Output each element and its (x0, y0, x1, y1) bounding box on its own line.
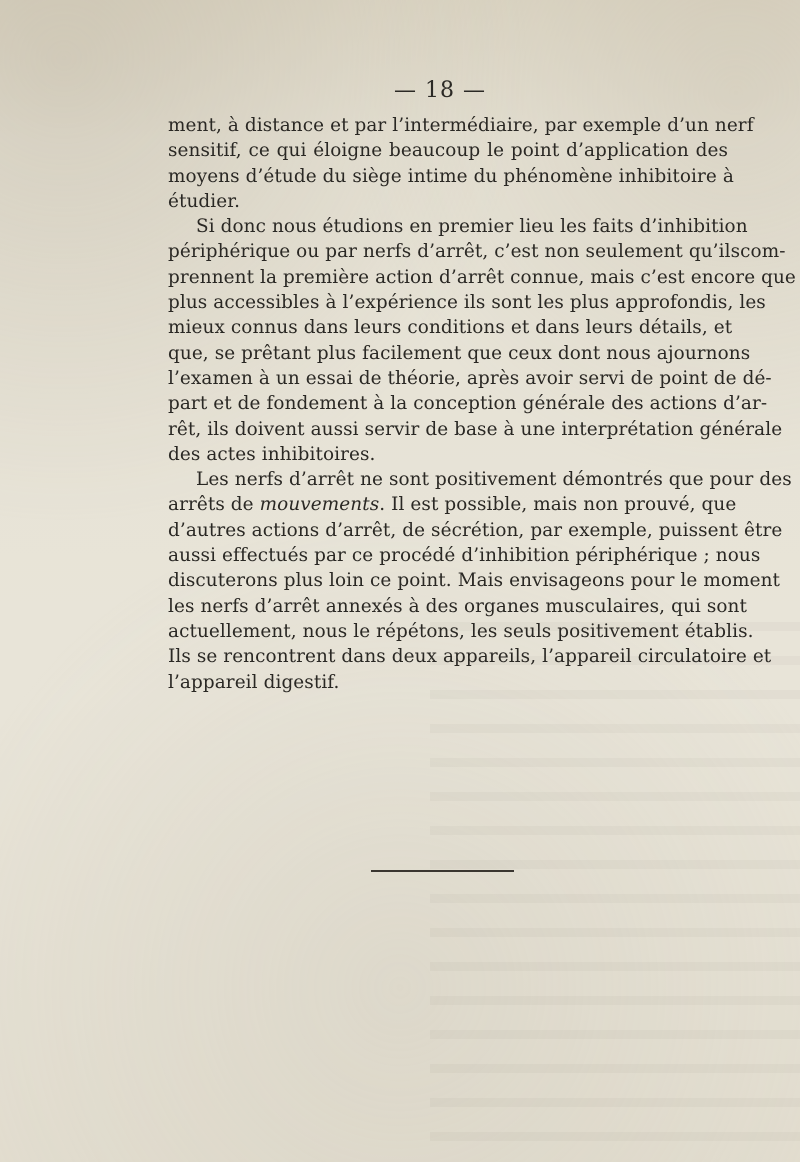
paragraph-1 (168, 113, 754, 214)
text-line: les nerfs d’arrêt annexés à des organes musculaires, qui sont (168, 595, 747, 617)
text-line: périphérique ou par nerfs d’arrêt, c’est non seulement qu’ilscom- (168, 241, 786, 263)
paragraph-3 (168, 467, 792, 695)
text-line: part et de fondement à la conception générale des actions d’ar- (168, 393, 768, 415)
text-line: Les nerfs d’arrêt ne sont positivement démontrés que pour des (196, 469, 792, 491)
text-line: discuterons plus loin ce point. Mais envisageons pour le moment (168, 570, 781, 592)
section-divider-rule (371, 870, 514, 872)
text-run: . Il est possible, mais non prouvé, que (379, 494, 737, 516)
body-text (168, 113, 796, 695)
text-line: Ils se rencontrent dans deux appareils, l’appareil circulatoire et (168, 646, 772, 668)
text-line: des actes inhibitoires. (168, 443, 376, 465)
page-number: — 18 — (394, 78, 486, 103)
italic-term: mouvements (259, 494, 380, 516)
text-line: mieux connus dans leurs conditions et dans leurs détails, et (168, 317, 733, 339)
text-line: l’examen à un essai de théorie, après avoir servi de point de dé- (168, 367, 772, 389)
text-line: prennent la première action d’arrêt connue, mais c’est encore que (168, 266, 796, 288)
text-run: arrêts de (168, 494, 260, 516)
text-line: étudier. (168, 190, 241, 212)
text-line: que, se prêtant plus facilement que ceux dont nous ajournons (168, 342, 751, 364)
text-line: sensitif, ce qui éloigne beaucoup le point d’application des (168, 140, 728, 162)
text-line: Si donc nous étudions en premier lieu les faits d’inhibition (196, 216, 748, 238)
paragraph-2 (168, 214, 796, 467)
text-line: moyens d’étude du siège intime du phénomène inhibitoire à (168, 165, 734, 187)
text-line: actuellement, nous le répétons, les seuls positivement établis. (168, 620, 754, 642)
text-line: aussi effectués par ce procédé d’inhibition périphérique ; nous (168, 545, 761, 567)
text-line: rêt, ils doivent aussi servir de base à une interprétation générale (168, 418, 783, 440)
text-line: plus accessibles à l’expérience ils sont les plus approfondis, les (168, 292, 766, 314)
text-line: ment, à distance et par l’intermédiaire, par exemple d’un nerf (168, 115, 754, 136)
text-line: l’appareil digestif. (168, 671, 340, 693)
text-line-with-italic (168, 492, 737, 517)
text-line: d’autres actions d’arrêt, de sécrétion, par exemple, puissent être (168, 519, 783, 541)
